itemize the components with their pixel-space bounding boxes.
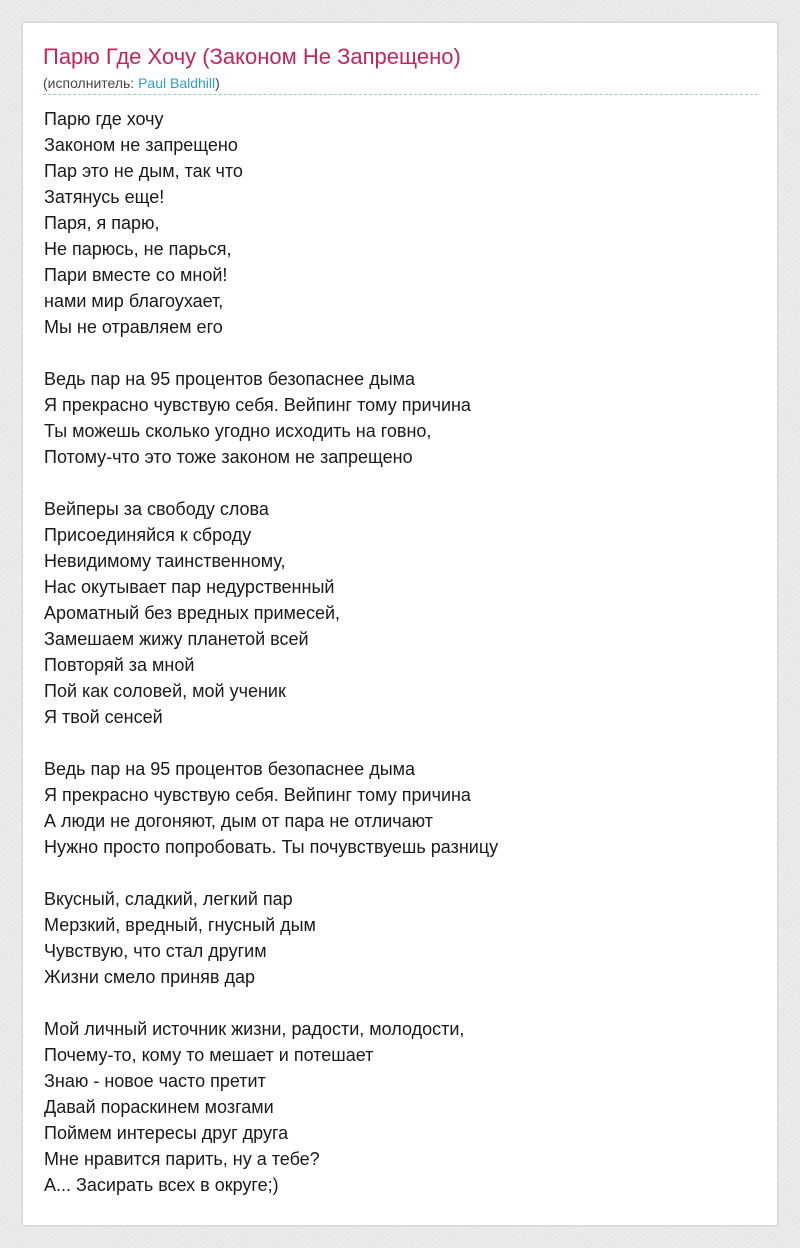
lyric-line: А люди не догоняют, дым от пара не отличают xyxy=(44,811,434,831)
lyric-line: Потому-что это тоже законом не запрещено xyxy=(44,447,413,467)
stanza-gap xyxy=(44,990,498,1016)
lyric-line: Нужно просто попробовать. Ты почувствуешь разницу xyxy=(44,837,499,857)
lyric-line: Парю где хочу xyxy=(44,109,164,129)
lyric-line: Ты можешь сколько угодно исходить на говно, xyxy=(44,421,432,441)
lyric-line: Мерзкий, вредный, гнусный дым xyxy=(44,915,316,935)
lyric-line: Присоединяйся к сброду xyxy=(44,525,252,545)
lyric-line: Пой как соловей, мой ученик xyxy=(44,681,286,701)
stanza-gap xyxy=(44,860,498,886)
lyric-line: Мне нравится парить, ну а тебе? xyxy=(44,1149,320,1169)
lyric-line: Пари вместе со мной! xyxy=(44,265,228,285)
lyric-line: Я прекрасно чувствую себя. Вейпинг тому причина xyxy=(44,395,471,415)
lyric-line: Почему-то, кому то мешает и потешает xyxy=(44,1045,374,1065)
lyric-line: Вкусный, сладкий, легкий пар xyxy=(44,889,293,909)
lyric-line: Нас окутывает пар недурственный xyxy=(44,577,335,597)
lyric-line: Не парюсь, не парься, xyxy=(44,239,232,259)
lyric-line: Ведь пар на 95 процентов безопаснее дыма xyxy=(44,369,416,389)
stanza-gap xyxy=(44,340,498,366)
lyrics-card xyxy=(22,22,778,1226)
stanza-gap xyxy=(44,730,498,756)
lyric-line: Чувствую, что стал другим xyxy=(44,941,267,961)
lyric-line: Поймем интересы друг друга xyxy=(44,1123,289,1143)
lyric-line: Затянусь еще! xyxy=(44,187,165,207)
lyric-line: Невидимому таинственному, xyxy=(44,551,286,571)
lyric-line: Мы не отравляем его xyxy=(44,317,223,337)
lyric-line: Мой личный источник жизни, радости, молодости, xyxy=(44,1019,465,1039)
artist-suffix: ) xyxy=(215,75,220,91)
lyric-line: Паря, я парю, xyxy=(44,213,160,233)
lyric-line: Ароматный без вредных примесей, xyxy=(44,603,341,623)
artist-link[interactable]: Paul Baldhill xyxy=(138,75,216,91)
artist-line xyxy=(43,74,220,92)
lyric-line: Давай пораскинем мозгами xyxy=(44,1097,274,1117)
artist-prefix: (исполнитель: xyxy=(43,75,139,91)
lyric-line: А... Засирать всех в округе;) xyxy=(44,1175,279,1195)
stanza-gap xyxy=(44,470,498,496)
lyrics-text xyxy=(44,106,498,1198)
lyric-line: Знаю - новое часто претит xyxy=(44,1071,266,1091)
lyric-line: Повторяй за мной xyxy=(44,655,195,675)
lyric-line: нами мир благоухает, xyxy=(44,291,224,311)
lyric-line: Пар это не дым, так что xyxy=(44,161,243,181)
lyric-line: Жизни смело приняв дар xyxy=(44,967,256,987)
lyric-line: Вейперы за свободу слова xyxy=(44,499,269,519)
lyric-line: Я прекрасно чувствую себя. Вейпинг тому причина xyxy=(44,785,471,805)
lyric-line: Законом не запрещено xyxy=(44,135,238,155)
lyric-line: Замешаем жижу планетой всей xyxy=(44,629,309,649)
lyric-line: Ведь пар на 95 процентов безопаснее дыма xyxy=(44,759,416,779)
song-title: Парю Где Хочу (Законом Не Запрещено) xyxy=(43,44,461,69)
title-divider xyxy=(43,94,758,95)
lyric-line: Я твой сенсей xyxy=(44,707,163,727)
